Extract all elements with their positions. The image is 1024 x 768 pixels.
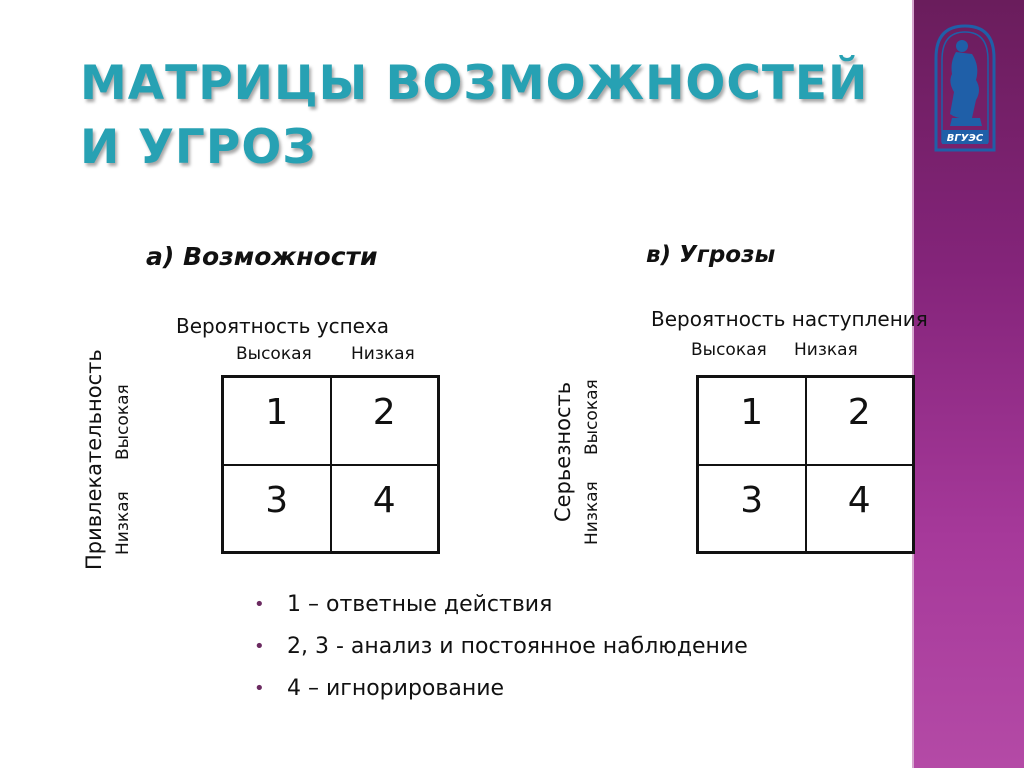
threats-side-axis-label: Серьезность: [551, 381, 575, 522]
opportunities-row-low-label: Низкая: [113, 491, 133, 555]
threats-heading: в) Угрозы: [646, 242, 776, 268]
bullet-icon: •: [254, 636, 265, 657]
opportunities-cell-3: 3: [223, 465, 331, 553]
opportunities-heading: а) Возможности: [146, 242, 378, 271]
opportunities-side-axis-label: Привлекательность: [82, 349, 106, 570]
legend-item-text: 2, 3 - анализ и постоянное наблюдение: [287, 634, 748, 659]
threats-cell-3: 3: [698, 465, 806, 553]
page-title: [80, 52, 868, 180]
threats-cell-2: 2: [806, 377, 914, 465]
page-title-line-2: И УГРОЗ: [80, 120, 317, 175]
threats-col-low-label: Низкая: [794, 340, 858, 360]
threats-col-high-label: Высокая: [691, 340, 767, 360]
opportunities-cell-2: 2: [331, 377, 439, 465]
page-title-line-1: МАТРИЦЫ ВОЗМОЖНОСТЕЙ: [80, 56, 869, 111]
legend-item: [254, 590, 748, 632]
threats-top-axis-label: Вероятность наступления: [651, 307, 928, 331]
opportunities-cell-1: 1: [223, 377, 331, 465]
threats-cell-4: 4: [806, 465, 914, 553]
university-logo-icon: [932, 22, 998, 156]
legend-item-text: 1 – ответные действия: [287, 592, 553, 617]
legend-item: [254, 632, 748, 674]
bullet-icon: •: [254, 594, 265, 615]
threats-cell-1: 1: [698, 377, 806, 465]
bullet-icon: •: [254, 678, 265, 699]
legend-item-text: 4 – игнорирование: [287, 676, 505, 701]
opportunities-top-axis-label: Вероятность успеха: [176, 314, 390, 338]
opportunities-col-high-label: Высокая: [236, 344, 312, 364]
threats-row-high-label: Высокая: [582, 379, 602, 455]
opportunities-cell-4: 4: [331, 465, 439, 553]
legend-list: [254, 590, 748, 716]
threats-row-low-label: Низкая: [582, 481, 602, 545]
logo-text: ВГУЭС: [946, 133, 984, 144]
statue-icon: [950, 40, 982, 126]
opportunities-col-low-label: Низкая: [351, 344, 415, 364]
legend-item: [254, 674, 748, 716]
opportunities-matrix: [221, 375, 440, 554]
opportunities-row-high-label: Высокая: [113, 384, 133, 460]
threats-matrix: [696, 375, 915, 554]
